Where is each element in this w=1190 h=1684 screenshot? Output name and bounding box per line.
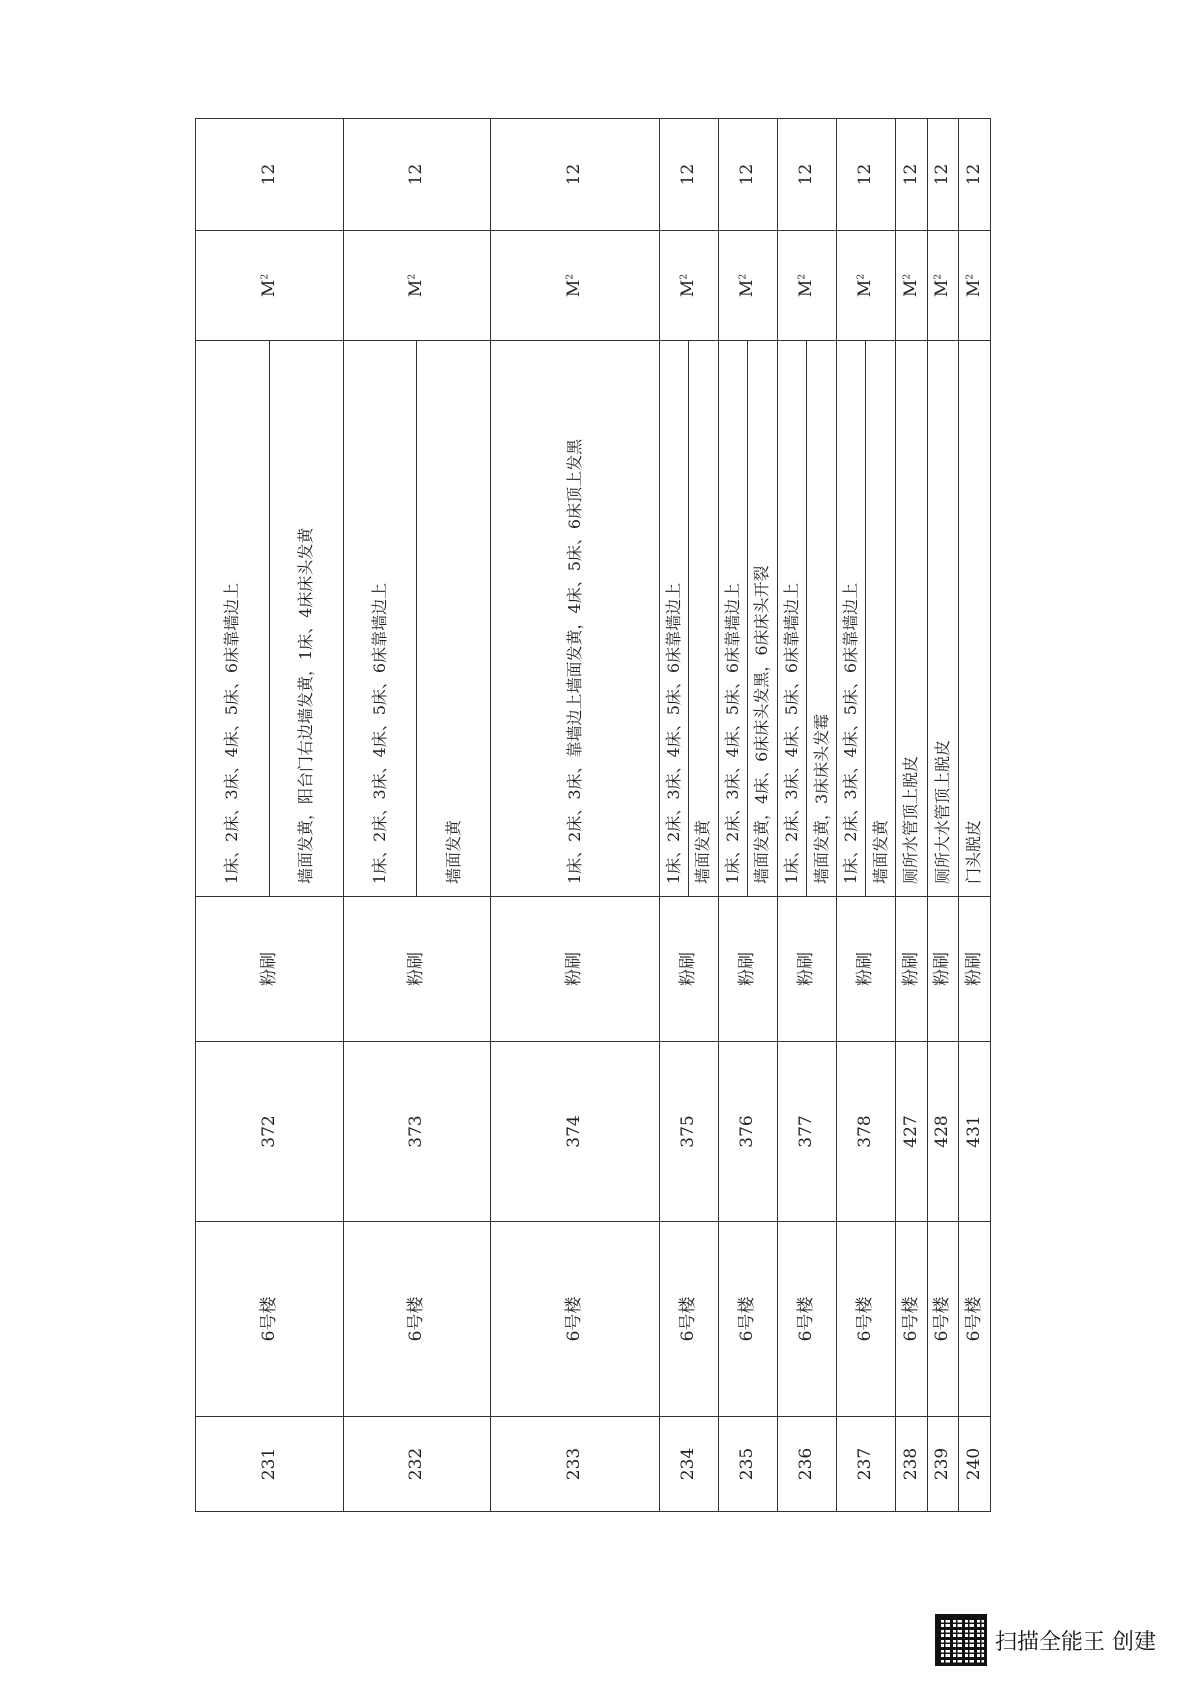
- row-number-cell: 235: [718, 1417, 777, 1512]
- unit-label: M: [963, 279, 984, 298]
- building-cell: 6号楼: [959, 1222, 991, 1417]
- detail-cell: 门头脱皮: [959, 341, 991, 897]
- room-number-cell: 372: [196, 1042, 344, 1222]
- unit-superscript: 2: [679, 273, 690, 280]
- unit-superscript: 2: [738, 273, 749, 280]
- unit-superscript: 2: [933, 273, 944, 280]
- detail-cell: 墙面发黄，阳台门右边墙发黄，1床、4床床头发黄: [269, 341, 343, 897]
- detail-cell: 墙面发黄，4床、6床床头发黑，6床床头开裂: [748, 341, 778, 897]
- unit-label: M: [855, 279, 876, 298]
- detail-cell: 墙面发黄: [417, 341, 491, 897]
- qr-code-icon: [935, 1614, 987, 1666]
- scanner-watermark: [935, 1614, 1156, 1666]
- unit-cell: [196, 231, 344, 341]
- unit-label: M: [796, 279, 817, 298]
- table-row: [718, 119, 748, 1512]
- building-cell: 6号楼: [659, 1222, 718, 1417]
- building-cell: 6号楼: [196, 1222, 344, 1417]
- row-number-cell: 232: [343, 1417, 491, 1512]
- quantity-cell: 12: [836, 119, 895, 231]
- detail-cell: 墙面发黄: [866, 341, 896, 897]
- room-number-cell: 374: [491, 1042, 660, 1222]
- room-number-cell: 377: [777, 1042, 836, 1222]
- detail-cell: 墙面发黄: [689, 341, 719, 897]
- building-cell: 6号楼: [718, 1222, 777, 1417]
- unit-cell: [896, 231, 928, 341]
- detail-cell: 1床、2床、3床、4床、5床、6床靠墙边上: [836, 341, 866, 897]
- unit-cell: [659, 231, 718, 341]
- unit-cell: [491, 231, 660, 341]
- unit-label: M: [678, 279, 699, 298]
- work-type-cell: 粉刷: [659, 897, 718, 1042]
- unit-superscript: 2: [856, 273, 867, 280]
- room-number-cell: 376: [718, 1042, 777, 1222]
- unit-label: M: [737, 279, 758, 298]
- room-number-cell: 375: [659, 1042, 718, 1222]
- table-row: [343, 119, 417, 1512]
- building-cell: 6号楼: [927, 1222, 959, 1417]
- unit-cell: [836, 231, 895, 341]
- unit-cell: [718, 231, 777, 341]
- table-row: [777, 119, 807, 1512]
- unit-superscript: 2: [407, 273, 418, 280]
- unit-label: M: [406, 279, 427, 298]
- row-number-cell: 236: [777, 1417, 836, 1512]
- detail-cell: 厕所大水管顶上脱皮: [927, 341, 959, 897]
- room-number-cell: 378: [836, 1042, 895, 1222]
- quantity-cell: 12: [896, 119, 928, 231]
- unit-superscript: 2: [259, 273, 270, 280]
- quantity-cell: 12: [718, 119, 777, 231]
- table-row: [927, 119, 959, 1512]
- building-cell: 6号楼: [491, 1222, 660, 1417]
- row-number-cell: 238: [896, 1417, 928, 1512]
- quantity-cell: 12: [927, 119, 959, 231]
- unit-superscript: 2: [965, 273, 976, 280]
- unit-cell: [927, 231, 959, 341]
- unit-cell: [343, 231, 491, 341]
- room-number-cell: 431: [959, 1042, 991, 1222]
- quantity-cell: 12: [777, 119, 836, 231]
- work-type-cell: 粉刷: [343, 897, 491, 1042]
- unit-cell: [777, 231, 836, 341]
- table-row: [491, 119, 660, 1512]
- room-number-cell: 427: [896, 1042, 928, 1222]
- building-cell: 6号楼: [896, 1222, 928, 1417]
- unit-superscript: 2: [565, 273, 576, 280]
- quantity-cell: 12: [343, 119, 491, 231]
- table-body: [196, 119, 991, 1512]
- unit-superscript: 2: [901, 273, 912, 280]
- unit-cell: [959, 231, 991, 341]
- work-type-cell: 粉刷: [836, 897, 895, 1042]
- detail-cell: 墙面发黄，3床床头发霉: [807, 341, 837, 897]
- row-number-cell: 231: [196, 1417, 344, 1512]
- quantity-cell: 12: [659, 119, 718, 231]
- detail-cell: 1床、2床、3床、4床、5床、6床靠墙边上: [718, 341, 748, 897]
- work-type-cell: 粉刷: [196, 897, 344, 1042]
- unit-label: M: [900, 279, 921, 298]
- detail-cell: 1床、2床、3床、靠墙边上墙面发黄，4床、5床、6床顶上发黑: [491, 341, 660, 897]
- table-row: [959, 119, 991, 1512]
- detail-cell: 1床、2床、3床、4床、5床、6床靠墙边上: [196, 341, 270, 897]
- repair-table-rotated: [195, 119, 991, 1512]
- building-cell: 6号楼: [343, 1222, 491, 1417]
- row-number-cell: 240: [959, 1417, 991, 1512]
- building-cell: 6号楼: [777, 1222, 836, 1417]
- detail-cell: 1床、2床、3床、4床、5床、6床靠墙边上: [777, 341, 807, 897]
- row-number-cell: 237: [836, 1417, 895, 1512]
- unit-label: M: [564, 279, 585, 298]
- quantity-cell: 12: [491, 119, 660, 231]
- unit-label: M: [258, 279, 279, 298]
- work-type-cell: 粉刷: [927, 897, 959, 1042]
- unit-superscript: 2: [797, 273, 808, 280]
- quantity-cell: 12: [196, 119, 344, 231]
- unit-label: M: [932, 279, 953, 298]
- work-type-cell: 粉刷: [718, 897, 777, 1042]
- watermark-text: 扫描全能王 创建: [995, 1629, 1156, 1655]
- room-number-cell: 373: [343, 1042, 491, 1222]
- work-type-cell: 粉刷: [959, 897, 991, 1042]
- repair-table: [195, 118, 991, 1512]
- room-number-cell: 428: [927, 1042, 959, 1222]
- detail-cell: 1床、2床、3床、4床、5床、6床靠墙边上: [343, 341, 417, 897]
- table-row: [896, 119, 928, 1512]
- detail-cell: 1床、2床、3床、4床、5床、6床靠墙边上: [659, 341, 689, 897]
- row-number-cell: 239: [927, 1417, 959, 1512]
- row-number-cell: 233: [491, 1417, 660, 1512]
- table-row: [836, 119, 866, 1512]
- building-cell: 6号楼: [836, 1222, 895, 1417]
- work-type-cell: 粉刷: [777, 897, 836, 1042]
- work-type-cell: 粉刷: [896, 897, 928, 1042]
- detail-cell: 厕所水管顶上脱皮: [896, 341, 928, 897]
- row-number-cell: 234: [659, 1417, 718, 1512]
- quantity-cell: 12: [959, 119, 991, 231]
- table-row: [196, 119, 270, 1512]
- table-row: [659, 119, 689, 1512]
- work-type-cell: 粉刷: [491, 897, 660, 1042]
